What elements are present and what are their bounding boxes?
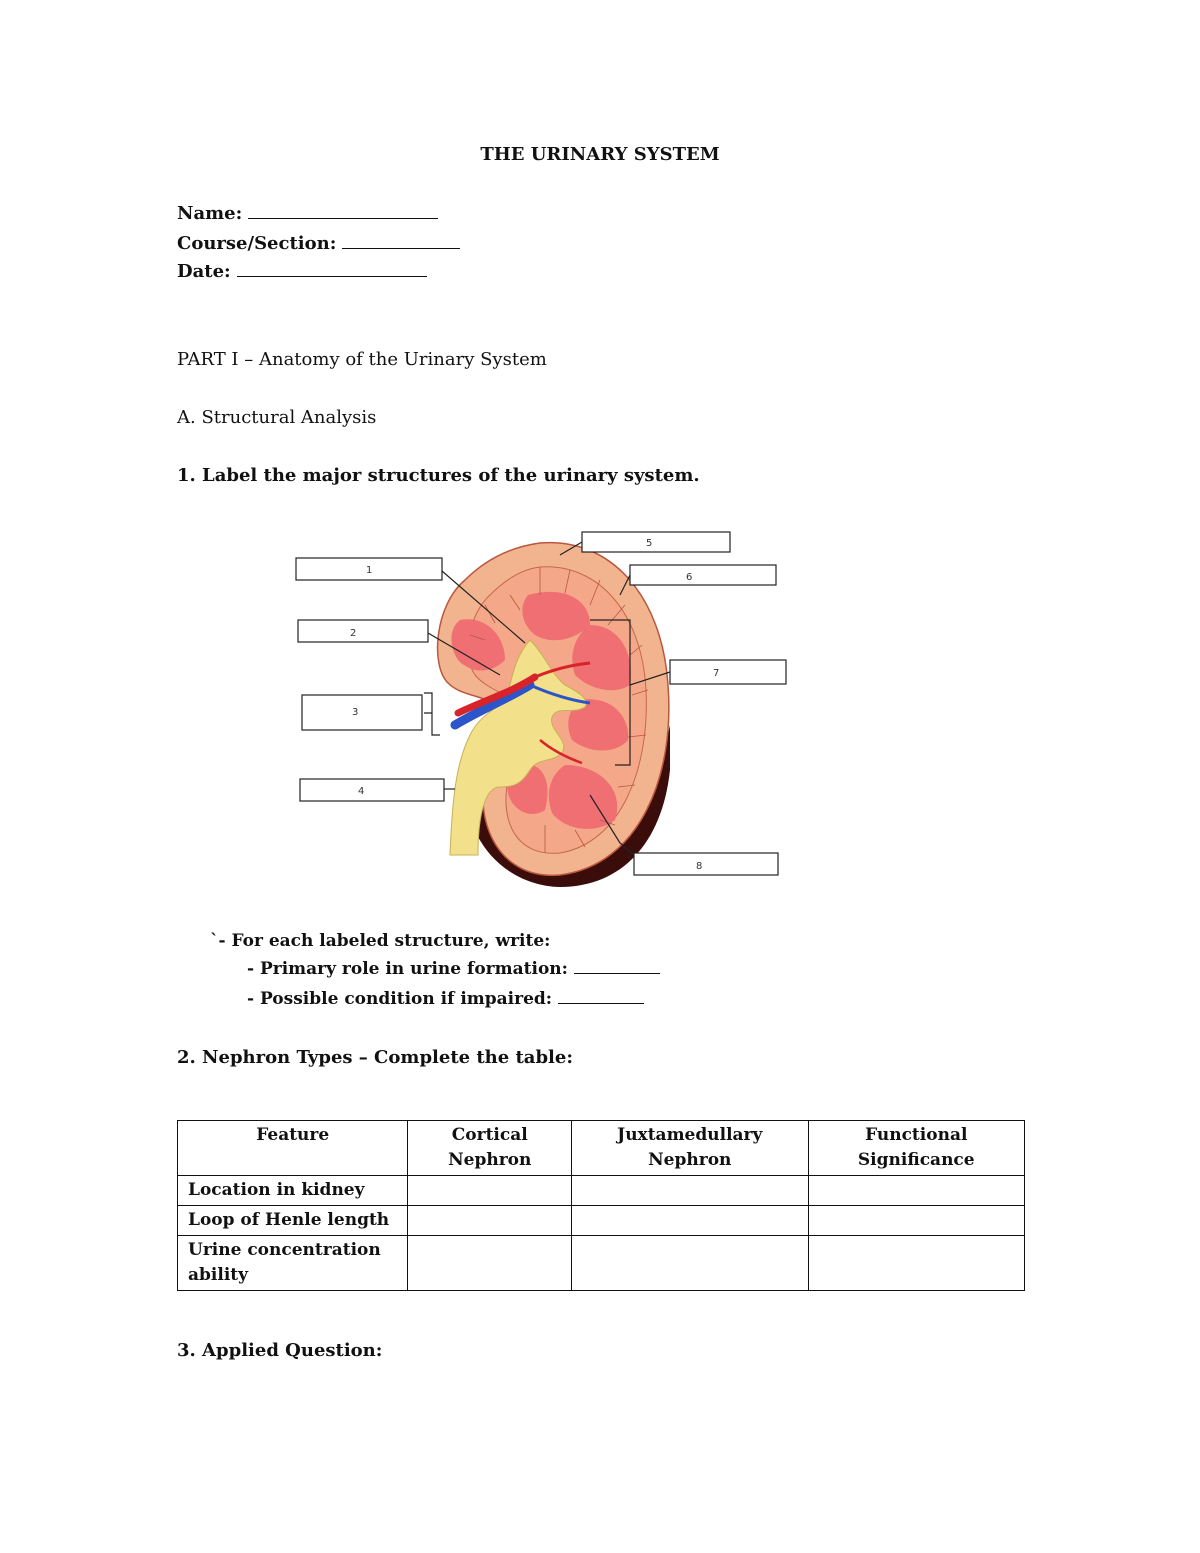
table-cell[interactable] [408,1236,572,1291]
course-section-label: Course/Section: [177,233,337,254]
question-2: 2. Nephron Types – Complete the table: [177,1047,573,1068]
role-blank[interactable] [574,959,660,974]
header-juxtamedullary: Juxtamedullary Nephron [572,1121,809,1176]
header-functional: Functional Significance [808,1121,1024,1176]
date-label: Date: [177,261,231,282]
name-label: Name: [177,203,243,224]
label-box-4[interactable] [300,779,444,801]
header-cortical: Cortical Nephron [408,1121,572,1176]
question-1: 1. Label the major structures of the urinary system. [177,465,700,486]
instruction-intro: `- For each labeled structure, write: [210,931,551,951]
table-cell[interactable] [408,1206,572,1236]
course-section-blank[interactable] [342,234,460,249]
label-number: 3 [352,707,359,718]
label-number: 2 [350,628,357,639]
table-cell[interactable] [808,1236,1024,1291]
course-section-field [177,233,460,254]
label-number: 5 [646,538,653,549]
label-box-5[interactable] [582,532,730,552]
label-number: 7 [713,668,720,679]
table-cell[interactable] [572,1236,809,1291]
table-row [178,1206,1025,1236]
date-blank[interactable] [237,262,427,277]
part1-heading: PART I – Anatomy of the Urinary System [177,349,547,370]
section-a-heading: A. Structural Analysis [177,407,377,428]
label-number: 6 [686,572,693,583]
header-feature: Feature [178,1121,408,1176]
row-label: Loop of Henle length [178,1206,408,1236]
table-cell[interactable] [408,1176,572,1206]
table-row [178,1236,1025,1291]
label-number: 4 [358,786,365,797]
nephron-table [177,1120,1025,1291]
date-field [177,261,427,282]
table-cell[interactable] [572,1206,809,1236]
label-box-8[interactable] [634,853,778,875]
name-blank[interactable] [248,204,438,219]
row-label: Location in kidney [178,1176,408,1206]
table-row [178,1176,1025,1206]
page-title: THE URINARY SYSTEM [480,144,720,165]
table-cell[interactable] [808,1206,1024,1236]
label-box-7[interactable] [670,660,786,684]
role-label: - Primary role in urine formation: [247,959,568,979]
instruction-role [247,959,660,979]
table-cell[interactable] [572,1176,809,1206]
label-number: 1 [366,565,373,576]
label-box-3[interactable] [302,695,422,730]
question-3: 3. Applied Question: [177,1340,383,1361]
label-box-2[interactable] [298,620,428,642]
instruction-condition [247,989,644,1009]
table-header-row [178,1121,1025,1176]
kidney-diagram [290,525,800,895]
table-cell[interactable] [808,1176,1024,1206]
condition-label: - Possible condition if impaired: [247,989,553,1009]
row-label: Urine concentration ability [178,1236,408,1291]
label-box-6[interactable] [630,565,776,585]
name-field [177,203,438,224]
label-number: 8 [696,861,703,872]
condition-blank[interactable] [558,989,644,1004]
label-box-1[interactable] [296,558,442,580]
